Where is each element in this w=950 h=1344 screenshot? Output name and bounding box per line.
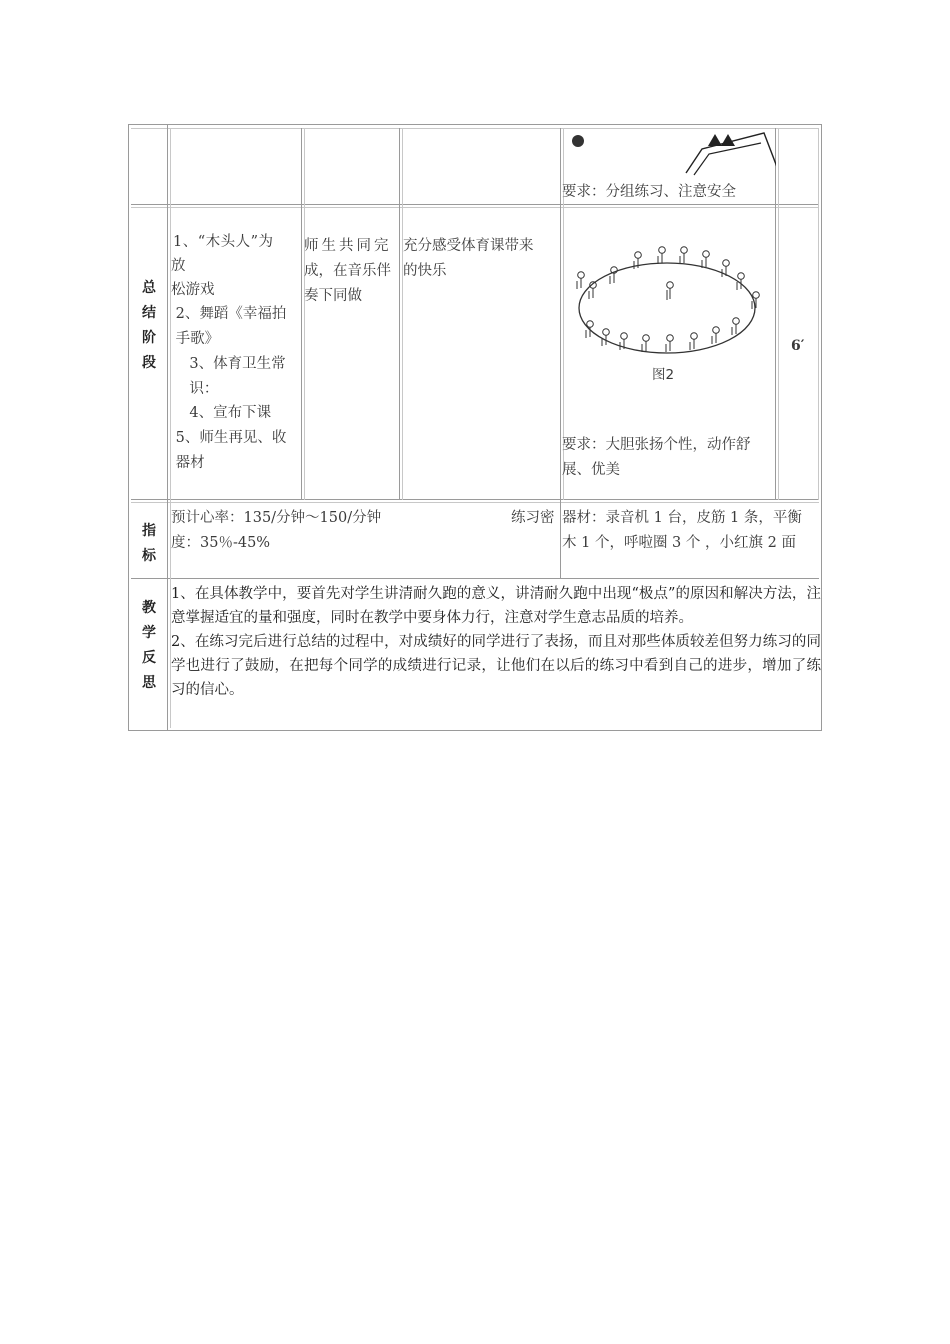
row-sep-2: [131, 499, 819, 500]
student-icon: [577, 272, 584, 289]
reflection-paragraph: 2、在练习完后进行总结的过程中，对成绩好的同学进行了表扬，而且对那些体质较差但努力练习的同学也进行了鼓励，在把每个同学的成绩进行记录，让他们在以后的练习中看到自己的进步，增加了练习的信心。: [171, 634, 821, 698]
row-sep-2b: [131, 502, 819, 503]
col-right-inner: [818, 128, 819, 500]
col-sep-content: [301, 128, 302, 500]
content-line: 放: [171, 258, 186, 274]
col-sep-label: [167, 124, 168, 731]
content-line: 5、师生再见、收: [171, 430, 287, 446]
teacher-icon: [667, 282, 674, 300]
content-line: 手歌》: [171, 331, 220, 347]
student-icon: [610, 267, 617, 284]
content-line: 识：: [171, 381, 219, 397]
table-bottom-border: [128, 730, 822, 731]
summary-requirement-line: 要求：大胆张扬个性，动作舒: [562, 437, 751, 453]
reflection-label-char: 思: [142, 675, 156, 691]
table-left-border: [128, 124, 129, 731]
col-sep-method: [399, 128, 400, 500]
formation-diagram-top: [566, 129, 776, 177]
table-right-border: [821, 124, 822, 731]
content-line: 4、宣布下课: [171, 405, 272, 421]
student-icon: [702, 251, 709, 268]
reflection-text: [171, 582, 821, 702]
col-sep-org: [775, 128, 776, 500]
student-icon: [732, 318, 739, 335]
student-icon: [680, 247, 687, 264]
equipment-line: 器材：录音机 1 台，皮筋 1 条，平衡: [562, 510, 802, 526]
row1-requirement: 要求：分组练习、注意安全: [562, 184, 736, 200]
student-icon: [690, 333, 697, 350]
table-top-border: [128, 124, 822, 125]
method-line: 奏下同做: [304, 288, 362, 304]
col-sep-content-b: [304, 128, 305, 500]
student-icon: [602, 329, 609, 346]
content-line: 器材: [171, 455, 205, 471]
student-icon: [586, 321, 593, 338]
summary-label-char: 结: [142, 305, 156, 321]
student-icon: [752, 292, 759, 309]
col-sep-goal: [560, 128, 561, 579]
student-icon: [666, 335, 673, 352]
reflection-paragraph: 1、在具体教学中，要首先对学生讲清耐久跑的意义，讲清耐久跑中出现“极点”的原因和解决方法，注意掌握适宜的量和强度，同时在教学中要身体力行，注意对学生意志品质的培养。: [171, 586, 821, 626]
student-icon: [712, 327, 719, 344]
summary-label-char: 段: [142, 355, 156, 371]
goal-line: 的快乐: [403, 263, 447, 279]
row-sep-3: [131, 578, 819, 579]
method-line: 师生共同完: [304, 238, 392, 254]
density-text-b: 度：35％-45%: [171, 535, 271, 551]
density-text-a: 练习密: [511, 510, 555, 526]
content-line: 3、体育卫生常: [171, 356, 286, 372]
content-line: 2、舞蹈《幸福拍: [171, 306, 287, 322]
content-line: 1、“木头人”为: [173, 234, 274, 250]
method-line: 成，在音乐伴: [304, 263, 391, 279]
equipment-line: 木 1 个，呼啦圈 3 个 ，小红旗 2 面: [562, 535, 796, 551]
reflection-label-char: 学: [142, 625, 156, 641]
indicator-label-char: 标: [142, 548, 156, 564]
summary-requirement-line: 展、优美: [562, 462, 620, 478]
reflection-label-char: 反: [142, 650, 156, 666]
reflection-label-char: 教: [142, 600, 156, 616]
content-line: 松游戏: [171, 282, 215, 298]
col-sep-method-b: [402, 128, 403, 500]
indicator-label-char: 指: [142, 523, 156, 539]
col-sep-org-b: [778, 128, 779, 500]
figure-label: 图2: [652, 367, 675, 383]
student-icon: [658, 247, 665, 264]
row-sep-1b: [131, 207, 819, 208]
student-icon: [722, 260, 729, 277]
heart-rate-text: 预计心率：135/分钟～150/分钟: [171, 510, 382, 526]
student-icon: [642, 335, 649, 352]
summary-time: 6′: [791, 338, 805, 354]
goal-line: 充分感受体育课带来: [403, 238, 534, 254]
summary-label-char: 阶: [142, 330, 156, 346]
summary-label-char: 总: [142, 280, 156, 296]
teacher-dot-icon: [572, 135, 584, 147]
